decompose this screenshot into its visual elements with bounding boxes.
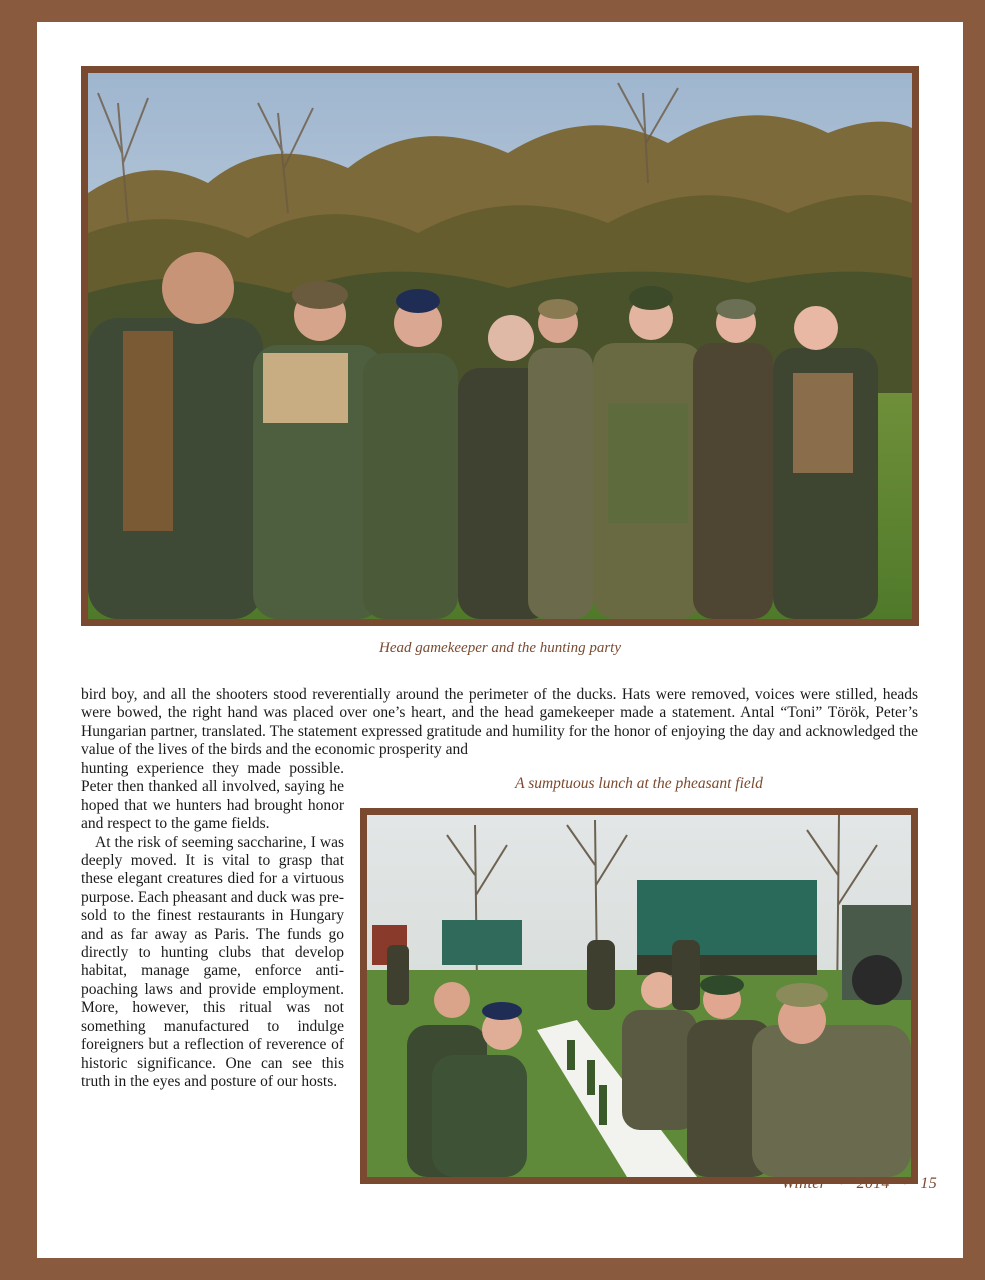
hunting-party-image	[88, 73, 912, 619]
page-footer	[778, 1175, 941, 1193]
hunting-party-photo	[81, 66, 919, 626]
article-column	[81, 760, 344, 1091]
footer-separator: •	[838, 1175, 845, 1192]
issue-season: Winter	[781, 1175, 827, 1192]
bottom-photo-caption: A sumptuous lunch at the pheasant field	[515, 775, 763, 792]
page-number: 15	[920, 1175, 937, 1192]
column-continuation-text: hunting experience they made possible. Peter then thanked all involved, saying he hoped that we hunters had brought honor and respect to the game fields.	[81, 760, 344, 833]
column-paragraph-text: At the risk of seeming saccharine, I was deeply moved. It is vital to grasp that these elegant creatures died for a virtuous purpose. Each pheasant and duck was pre-sold to the finest restaurants in Hungary and as far away as Paris. The funds go directly to hunting clubs that develop habitat, manage game, enforce anti-poaching laws and provide employment. More, however, this ritual was not something manufactured to indulge foreigners but a reflection of reverence of historic significance. One can see this truth in the eyes and posture of our hosts.	[81, 833, 344, 1090]
lead-paragraph-text: bird boy, and all the shooters stood reverentially around the perimeter of the ducks. Hats were removed, voices were stilled, heads were bowed, the right hand was placed over one’s heart, and the head gamekeeper made a statement. Antal “Toni” Török, Peter’s Hungarian partner, translated. The statement expressed gratitude and humility for the honor of enjoying the day and acknowledged the value of the lives of the birds and the economic prosperity and	[81, 686, 918, 759]
footer-separator: •	[902, 1175, 909, 1192]
pheasant-field-lunch-photo	[360, 808, 918, 1184]
article-lead-paragraph	[81, 686, 918, 760]
issue-year: 2014	[856, 1175, 890, 1192]
lunch-image	[367, 815, 911, 1177]
top-photo-caption: Head gamekeeper and the hunting party	[378, 640, 622, 656]
